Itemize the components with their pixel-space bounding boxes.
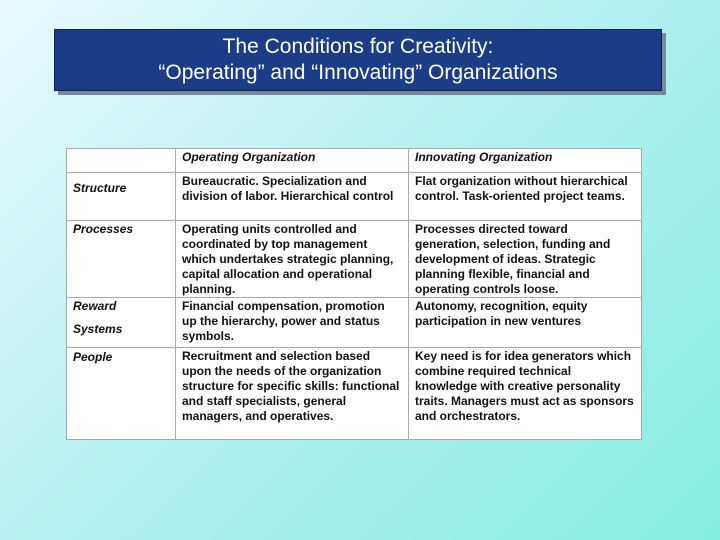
row-label-reward-line1: Reward — [73, 299, 117, 313]
row-label-processes: Processes — [67, 221, 176, 298]
table-row — [67, 173, 642, 221]
cell-people-innovating: Key need is for idea generators which combine required technical knowledge with creative personality traits. Managers must act as sponsors and orchestrators. — [409, 348, 642, 440]
row-label-people: People — [67, 348, 176, 440]
cell-structure-operating: Bureaucratic. Specialization and division of labor. Hierarchical control — [176, 173, 409, 221]
title-line-2: “Operating” and “Innovating” Organizations — [158, 61, 558, 84]
slide-title — [54, 29, 662, 91]
header-operating: Operating Organization — [176, 149, 409, 173]
table-row — [67, 298, 642, 348]
cell-processes-operating: Operating units controlled and coordinated by top management which undertakes strategic planning, capital allocation and operational planning. — [176, 221, 409, 298]
table-row — [67, 348, 642, 440]
table-row — [67, 221, 642, 298]
table-header-row — [67, 149, 642, 173]
header-empty — [67, 149, 176, 173]
cell-people-operating: Recruitment and selection based upon the needs of the organization structure for specific skills: functional and staff specialists, general managers, and operatives. — [176, 348, 409, 440]
cell-reward-innovating: Autonomy, recognition, equity participation in new ventures — [409, 298, 642, 348]
row-label-reward-line2: Systems — [73, 322, 123, 336]
title-line-1: The Conditions for Creativity: — [222, 35, 494, 58]
row-label-structure: Structure — [67, 173, 176, 221]
cell-structure-innovating: Flat organization without hierarchical control. Task-oriented project teams. — [409, 173, 642, 221]
cell-reward-operating: Financial compensation, promotion up the hierarchy, power and status symbols. — [176, 298, 409, 348]
row-label-reward — [67, 298, 176, 348]
header-innovating: Innovating Organization — [409, 149, 642, 173]
comparison-table — [66, 148, 642, 440]
cell-processes-innovating: Processes directed toward generation, selection, funding and development of ideas. Strategic planning flexible, financial and operating controls loose. — [409, 221, 642, 298]
